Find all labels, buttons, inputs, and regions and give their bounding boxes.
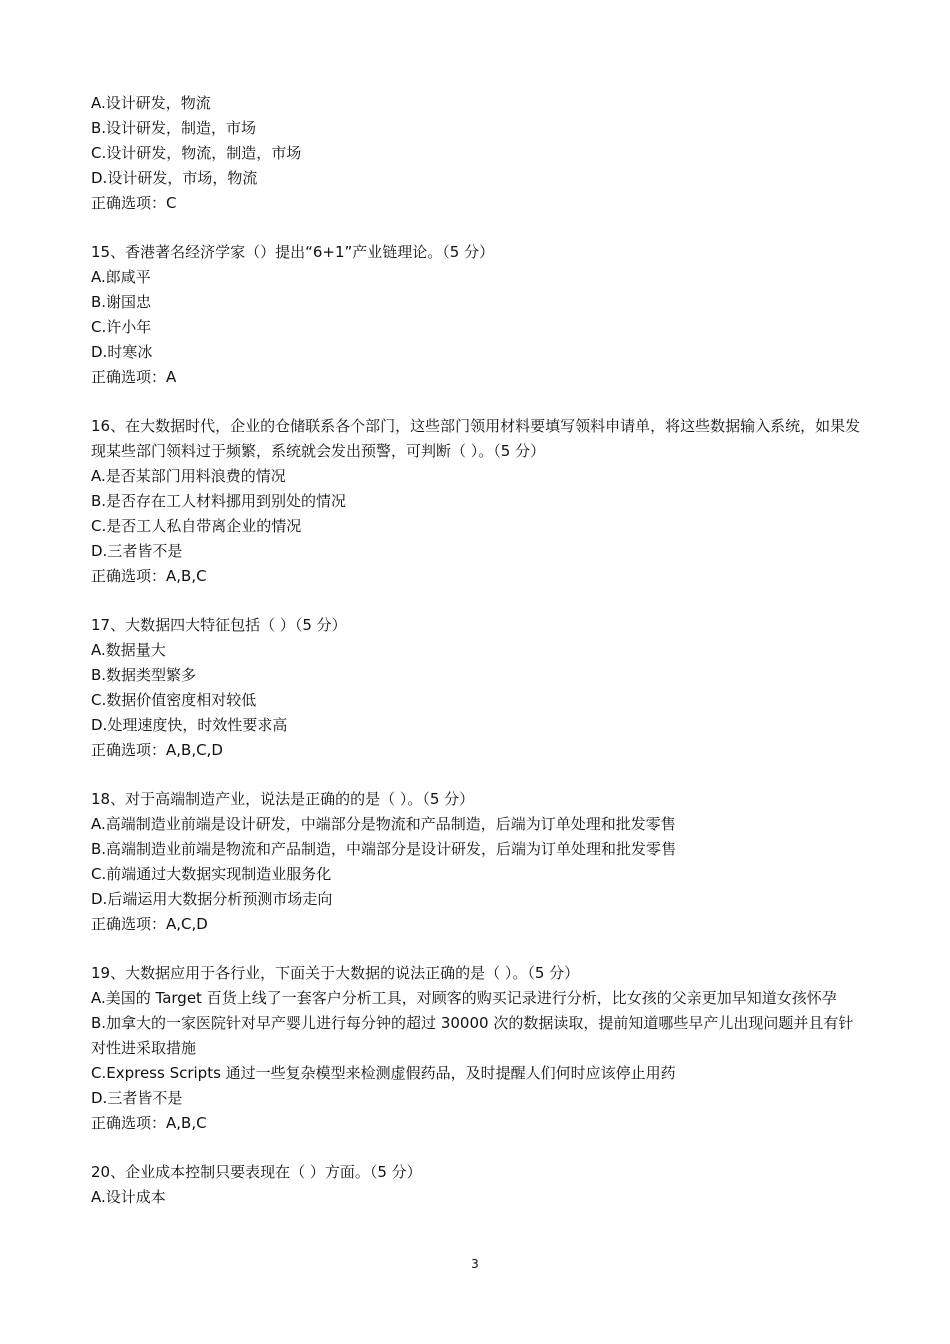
option-b: B.设计研发，制造，市场 xyxy=(91,119,257,137)
question-text: 16、在大数据时代，企业的仓储联系各个部门，这些部门领用材料要填写领料申请单，将这些数据输入系统，如果发现某些部门领料过于频繁，系统就会发出预警，可判断（ ）。（5 分） xyxy=(91,417,861,460)
option-b: B.谢国忠 xyxy=(91,293,152,311)
option-d: D.三者皆不是 xyxy=(91,542,183,560)
question-text: 17、大数据四大特征包括（ ）（5 分） xyxy=(91,616,347,634)
option-a: A.设计研发，物流 xyxy=(91,94,211,112)
question-17 xyxy=(91,613,866,763)
option-a: A.美国的 Target 百货上线了一套客户分析工具，对顾客的购买记录进行分析，比女孩的父亲更加早知道女孩怀孕 xyxy=(91,989,837,1007)
option-c: C.前端通过大数据实现制造业服务化 xyxy=(91,865,332,883)
option-a: A.高端制造业前端是设计研发，中端部分是物流和产品制造，后端为订单处理和批发零售 xyxy=(91,815,676,833)
option-a: A.设计成本 xyxy=(91,1188,166,1206)
option-d: D.处理速度快，时效性要求高 xyxy=(91,716,288,734)
option-b: B.高端制造业前端是物流和产品制造，中端部分是设计研发，后端为订单处理和批发零售 xyxy=(91,840,677,858)
question-text: 18、对于高端制造产业，说法是正确的的是（ ）。（5 分） xyxy=(91,790,475,808)
correct-answer: 正确选项：A,C,D xyxy=(91,915,208,933)
option-d: D.时寒冰 xyxy=(91,343,153,361)
correct-answer: 正确选项：A,B,C xyxy=(91,1114,207,1132)
question-text: 15、香港著名经济学家（）提出“6+1”产业链理论。（5 分） xyxy=(91,243,495,261)
option-d: D.设计研发，市场，物流 xyxy=(91,169,258,187)
option-c: C.数据价值密度相对较低 xyxy=(91,691,257,709)
question-18 xyxy=(91,787,866,937)
correct-answer: 正确选项：A,B,C,D xyxy=(91,741,223,759)
option-d: D.三者皆不是 xyxy=(91,1089,183,1107)
option-b: B.加拿大的一家医院针对早产婴儿进行每分钟的超过 30000 次的数据读取，提前知道哪些早产儿出现问题并且有针对性进采取措施 xyxy=(91,1014,854,1057)
option-b: B.是否存在工人材料挪用到别处的情况 xyxy=(91,492,347,510)
option-c: C.设计研发，物流，制造，市场 xyxy=(91,144,302,162)
option-a: A.是否某部门用料浪费的情况 xyxy=(91,467,286,485)
option-b: B.数据类型繁多 xyxy=(91,666,197,684)
option-a: A.数据量大 xyxy=(91,641,166,659)
option-c: C.许小年 xyxy=(91,318,152,336)
question-text: 20、企业成本控制只要表现在（ ）方面。（5 分） xyxy=(91,1163,422,1181)
option-c: C.Express Scripts 通过一些复杂模型来检测虚假药品，及时提醒人们何时应该停止用药 xyxy=(91,1064,676,1082)
question-19 xyxy=(91,961,866,1136)
option-d: D.后端运用大数据分析预测市场走向 xyxy=(91,890,333,908)
document-page xyxy=(91,91,866,1210)
option-c: C.是否工人私自带离企业的情况 xyxy=(91,517,302,535)
correct-answer: 正确选项：C xyxy=(91,194,177,212)
option-a: A.郎咸平 xyxy=(91,268,151,286)
correct-answer: 正确选项：A,B,C xyxy=(91,567,207,585)
page-number: 3 xyxy=(471,1257,479,1271)
question-text: 19、大数据应用于各行业，下面关于大数据的说法正确的是（ ）。（5 分） xyxy=(91,964,580,982)
question-16 xyxy=(91,414,866,589)
question-14-tail xyxy=(91,91,866,216)
question-15 xyxy=(91,240,866,390)
correct-answer: 正确选项：A xyxy=(91,368,177,386)
question-20 xyxy=(91,1160,866,1210)
